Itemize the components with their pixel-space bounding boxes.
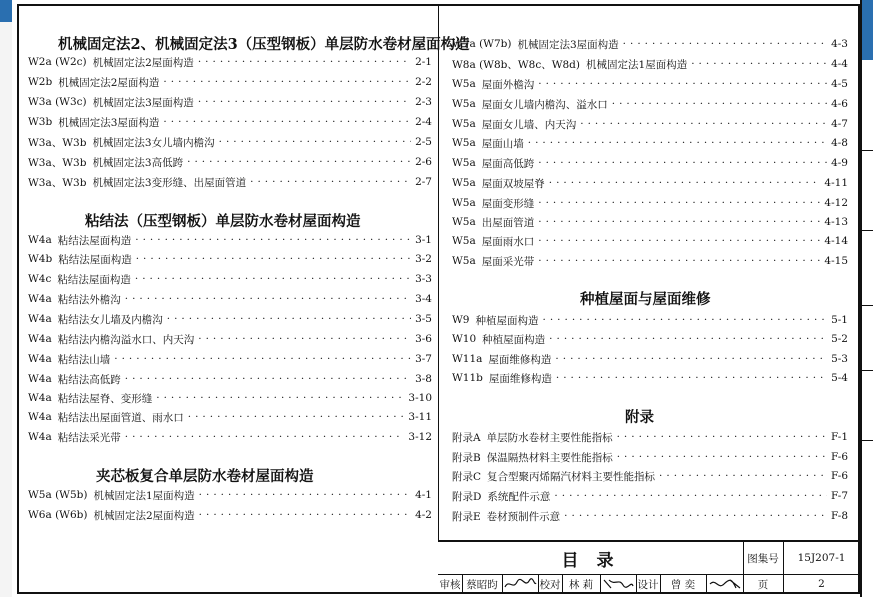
- entry-title: 系统配件示意: [487, 490, 551, 503]
- designer-name: 曾 奕: [670, 578, 696, 591]
- section-heading: 粘结法（压型钢板）单层防水卷材屋面构造: [85, 213, 361, 230]
- leader-dots: [554, 490, 827, 502]
- leader-dots: [556, 372, 827, 384]
- entry-title: 保温隔热材料主要性能指标: [486, 451, 613, 464]
- entry-title: 屋面双坡屋脊: [481, 177, 545, 190]
- entry-title: 屋面维修构造: [488, 353, 552, 366]
- toc-entry[interactable]: [28, 93, 432, 111]
- reviewer-name: 蔡昭昀: [466, 578, 498, 591]
- leader-dots: [659, 470, 827, 482]
- entry-code: W4a: [28, 353, 52, 365]
- entry-code: W11b: [452, 372, 483, 384]
- signature-mark: [601, 576, 635, 592]
- entry-code: W3a (W3c): [28, 96, 87, 108]
- entry-page: 3-12: [408, 431, 432, 443]
- toc-entry[interactable]: [28, 428, 432, 446]
- toc-entry[interactable]: [452, 369, 848, 387]
- signature-mark: [708, 576, 742, 592]
- toc-entry[interactable]: [28, 506, 432, 524]
- entry-code: W4b: [28, 253, 53, 265]
- entry-title: 机械固定法3变形缝、出屋面管道: [92, 176, 247, 189]
- page-label: 页: [757, 578, 769, 591]
- entry-title: 单层防水卷材主要性能指标: [486, 431, 613, 444]
- leader-dots: [538, 235, 820, 247]
- entry-page: 5-1: [831, 314, 848, 326]
- entry-code: 附录D: [452, 490, 482, 503]
- right-index-strip: [860, 0, 873, 597]
- atlas-no-label: 图集号: [747, 552, 779, 565]
- toc-entry[interactable]: [452, 350, 848, 368]
- entry-title: 屋面女儿墙内檐沟、溢水口: [481, 98, 608, 111]
- leader-dots: [199, 489, 411, 501]
- entry-title: 机械固定法1屋面构造: [586, 58, 688, 71]
- entry-code: W10: [452, 333, 477, 345]
- toc-entry[interactable]: [452, 252, 848, 270]
- leader-dots: [528, 137, 827, 149]
- entry-page: 2-1: [415, 56, 432, 68]
- entry-title: 粘结法屋面构造: [57, 234, 132, 247]
- entry-title: 机械固定法3屋面构造: [517, 38, 619, 51]
- entry-code: W2a (W2c): [28, 56, 87, 68]
- entry-title: 屋面采光带: [481, 255, 535, 268]
- entry-code: W5a: [452, 177, 476, 189]
- entry-title: 屋面外檐沟: [481, 78, 535, 91]
- entry-title: 种植屋面构造: [475, 314, 539, 327]
- leader-dots: [135, 234, 411, 246]
- entry-page: F-1: [830, 431, 848, 443]
- entry-page: 4-7: [831, 118, 848, 130]
- entry-page: 5-4: [831, 372, 848, 384]
- checker-name: 林 莉: [568, 578, 594, 591]
- leader-dots: [199, 509, 411, 521]
- entry-code: W5a: [452, 197, 476, 209]
- entry-page: 4-2: [415, 509, 432, 521]
- entry-page: 4-12: [824, 197, 848, 209]
- entry-title: 机械固定法1屋面构造: [93, 489, 195, 502]
- drawing-title: 目 录: [561, 550, 620, 571]
- entry-page: 2-5: [415, 136, 432, 148]
- entry-title: 机械固定法2屋面构造: [93, 509, 195, 522]
- toc-entry[interactable]: [452, 232, 848, 250]
- entry-page: 3-6: [415, 333, 432, 345]
- entry-page: F-6: [830, 470, 848, 482]
- toc-entry[interactable]: [452, 467, 848, 485]
- section-heading: 种植屋面与屋面维修: [580, 291, 711, 308]
- toc-entry[interactable]: [28, 330, 432, 348]
- leader-dots: [564, 510, 827, 522]
- entry-page: 2-7: [415, 176, 432, 188]
- entry-page: 4-3: [831, 38, 848, 50]
- entry-code: 附录C: [452, 470, 482, 483]
- right-index-separator: [862, 230, 873, 231]
- toc-entry[interactable]: [28, 133, 432, 151]
- entry-code: W5a: [452, 98, 476, 110]
- entry-page: 3-3: [415, 273, 432, 285]
- toc-entry[interactable]: [28, 250, 432, 268]
- toc-entry[interactable]: [452, 174, 848, 192]
- toc-entry[interactable]: [452, 134, 848, 152]
- entry-title: 出屋面管道: [481, 216, 535, 229]
- toc-entry[interactable]: [28, 73, 432, 91]
- right-index-separator: [862, 370, 873, 371]
- leader-dots: [114, 353, 411, 365]
- entry-code: W5a: [452, 137, 476, 149]
- entry-title: 粘结法内檐沟溢水口、内天沟: [57, 333, 195, 346]
- right-index-separator: [862, 305, 873, 306]
- page-number: 2: [818, 578, 825, 590]
- entry-title: 粘结法山墙: [57, 353, 111, 366]
- entry-code: W3a、W3b: [28, 136, 87, 149]
- leader-dots: [538, 78, 827, 90]
- right-index-tab: [862, 0, 873, 60]
- toc-entry[interactable]: [28, 370, 432, 388]
- entry-code: W4a: [28, 431, 52, 443]
- entry-page: F-6: [830, 451, 848, 463]
- leader-dots: [538, 255, 820, 267]
- entry-code: W4a: [28, 333, 52, 345]
- checker-signature: [600, 574, 636, 594]
- entry-title: 屋面高低跨: [481, 157, 535, 170]
- toc-entry[interactable]: [28, 310, 432, 328]
- toc-entry[interactable]: [452, 154, 848, 172]
- entry-title: 机械固定法3高低跨: [92, 156, 184, 169]
- toc-entry[interactable]: [452, 428, 848, 446]
- entry-page: 2-3: [415, 96, 432, 108]
- leader-dots: [125, 373, 411, 385]
- entry-code: W9: [452, 314, 470, 326]
- entry-page: 4-8: [831, 137, 848, 149]
- entry-page: 4-13: [824, 216, 848, 228]
- signature-mark: [503, 576, 537, 592]
- toc-entry[interactable]: [452, 330, 848, 348]
- leader-dots: [125, 293, 411, 305]
- entry-title: 机械固定法3女儿墙内檐沟: [92, 136, 215, 149]
- entry-code: W4a: [28, 411, 52, 423]
- leader-dots: [136, 253, 411, 265]
- entry-code: W5a: [452, 78, 476, 90]
- leader-dots: [135, 273, 411, 285]
- entry-code: W2b: [28, 76, 53, 88]
- toc-entry[interactable]: [452, 194, 848, 212]
- leader-dots: [691, 58, 827, 70]
- toc-entry[interactable]: [28, 173, 432, 191]
- entry-title: 机械固定法2屋面构造: [58, 76, 160, 89]
- entry-page: 3-4: [415, 293, 432, 305]
- entry-code: W5a: [452, 235, 476, 247]
- entry-page: 3-11: [408, 411, 432, 423]
- entry-code: W7a (W7b): [452, 38, 512, 50]
- entry-code: W3a、W3b: [28, 176, 87, 189]
- reviewer-signature: [502, 574, 538, 594]
- entry-code: W11a: [452, 353, 483, 365]
- entry-page: 3-1: [415, 234, 432, 246]
- leader-dots: [617, 431, 827, 443]
- entry-page: 4-1: [415, 489, 432, 501]
- leader-dots: [538, 157, 827, 169]
- entry-title: 粘结法外檐沟: [57, 293, 121, 306]
- entry-code: W3b: [28, 116, 53, 128]
- toc-entry[interactable]: [28, 408, 432, 426]
- entry-title: 粘结法高低跨: [57, 373, 121, 386]
- entry-title: 复合型聚丙烯隔汽材料主要性能指标: [487, 470, 656, 483]
- entry-page: 4-14: [824, 235, 848, 247]
- left-index-strip: [0, 0, 12, 597]
- entry-title: 粘结法屋脊、变形缝: [57, 392, 153, 405]
- toc-entry[interactable]: [28, 290, 432, 308]
- entry-page: 4-5: [831, 78, 848, 90]
- entry-code: W4a: [28, 392, 52, 404]
- leader-dots: [188, 411, 405, 423]
- entry-title: 种植屋面构造: [482, 333, 546, 346]
- leader-dots: [580, 118, 827, 130]
- section-heading: 附录: [625, 409, 654, 426]
- leader-dots: [198, 96, 411, 108]
- column-divider: [438, 4, 439, 540]
- leader-dots: [555, 353, 827, 365]
- leader-dots: [219, 136, 411, 148]
- entry-page: 5-3: [831, 353, 848, 365]
- entry-title: 屋面山墙: [481, 137, 524, 150]
- entry-title: 机械固定法3屋面构造: [92, 96, 194, 109]
- toc-entry[interactable]: [452, 55, 848, 73]
- entry-title: 机械固定法3屋面构造: [58, 116, 160, 129]
- leader-dots: [250, 176, 411, 188]
- atlas-no: 15J207-1: [797, 552, 846, 564]
- toc-entry[interactable]: [28, 153, 432, 171]
- toc-entry[interactable]: [28, 53, 432, 71]
- toc-entry[interactable]: [452, 487, 848, 505]
- entry-code: 附录B: [452, 451, 481, 464]
- entry-title: 粘结法屋面构造: [57, 273, 131, 286]
- entry-code: W5a: [452, 216, 476, 228]
- design-label: 设计: [637, 578, 659, 591]
- left-index-tab: [0, 0, 12, 22]
- leader-dots: [549, 333, 827, 345]
- entry-title: 卷材预制件示意: [486, 510, 561, 523]
- entry-page: 4-15: [824, 255, 848, 267]
- entry-code: W4a: [28, 234, 52, 246]
- entry-code: W5a: [452, 255, 476, 267]
- toc-entry[interactable]: [452, 75, 848, 93]
- entry-page: 2-2: [415, 76, 432, 88]
- toc-entry[interactable]: [28, 270, 432, 288]
- entry-title: 粘结法采光带: [57, 431, 121, 444]
- entry-page: 4-4: [831, 58, 848, 70]
- toc-entry[interactable]: [28, 113, 432, 131]
- leader-dots: [623, 38, 827, 50]
- entry-code: W4c: [28, 273, 52, 285]
- leader-dots: [187, 156, 411, 168]
- toc-entry[interactable]: [452, 213, 848, 231]
- entry-page: 2-6: [415, 156, 432, 168]
- entry-title: 粘结法女儿墙及内檐沟: [57, 313, 163, 326]
- review-label: 审核: [439, 578, 461, 591]
- entry-code: 附录A: [452, 431, 481, 444]
- entry-page: F-7: [830, 490, 848, 502]
- toc-entry[interactable]: [28, 486, 432, 504]
- entry-page: 3-8: [415, 373, 432, 385]
- toc-entry[interactable]: [28, 389, 432, 407]
- entry-page: 3-5: [415, 313, 432, 325]
- entry-title: 屋面变形缝: [481, 197, 535, 210]
- entry-title: 粘结法出屋面管道、雨水口: [57, 411, 184, 424]
- entry-code: W6a (W6b): [28, 509, 88, 521]
- leader-dots: [617, 451, 827, 463]
- entry-page: 3-10: [408, 392, 432, 404]
- section-heading: 机械固定法2、机械固定法3（压型钢板）单层防水卷材屋面构造: [58, 36, 470, 53]
- entry-title: 机械固定法2屋面构造: [92, 56, 194, 69]
- entry-code: W3a、W3b: [28, 156, 87, 169]
- entry-code: W4a: [28, 373, 52, 385]
- leader-dots: [125, 431, 405, 443]
- toc-entry[interactable]: [452, 95, 848, 113]
- leader-dots: [612, 98, 827, 110]
- toc-entry[interactable]: [452, 35, 848, 53]
- right-index-separator: [862, 440, 873, 441]
- toc-entry[interactable]: [28, 231, 432, 249]
- leader-dots: [538, 197, 820, 209]
- entry-code: 附录E: [452, 510, 481, 523]
- leader-dots: [156, 392, 404, 404]
- leader-dots: [163, 116, 411, 128]
- entry-page: 2-4: [415, 116, 432, 128]
- entry-code: W4a: [28, 293, 52, 305]
- entry-code: W5a (W5b): [28, 489, 88, 501]
- toc-entry[interactable]: [452, 311, 848, 329]
- leader-dots: [198, 56, 411, 68]
- leader-dots: [542, 314, 827, 326]
- check-label: 校对: [539, 578, 561, 591]
- toc-entry[interactable]: [452, 115, 848, 133]
- right-index-separator: [862, 150, 873, 151]
- entry-title: 粘结法屋面构造: [58, 253, 132, 266]
- entry-title: 屋面女儿墙、内天沟: [481, 118, 577, 131]
- leader-dots: [198, 333, 411, 345]
- leader-dots: [549, 177, 821, 189]
- entry-page: 3-2: [415, 253, 432, 265]
- toc-entry[interactable]: [28, 350, 432, 368]
- entry-code: W5a: [452, 118, 476, 130]
- title-block: [438, 540, 860, 594]
- entry-code: W8a (W8b、W8c、W8d): [452, 58, 581, 71]
- entry-page: 4-9: [831, 157, 848, 169]
- section-heading: 夹芯板复合单层防水卷材屋面构造: [96, 468, 314, 485]
- leader-dots: [538, 216, 820, 228]
- entry-code: W4a: [28, 313, 52, 325]
- entry-title: 屋面维修构造: [488, 372, 552, 385]
- entry-code: W5a: [452, 157, 476, 169]
- toc-entry[interactable]: [452, 507, 848, 525]
- leader-dots: [163, 76, 411, 88]
- toc-entry[interactable]: [452, 448, 848, 466]
- entry-title: 屋面雨水口: [481, 235, 535, 248]
- designer-signature: [706, 574, 743, 594]
- entry-page: 3-7: [415, 353, 432, 365]
- entry-page: F-8: [830, 510, 848, 522]
- entry-page: 4-6: [831, 98, 848, 110]
- entry-page: 4-11: [824, 177, 848, 189]
- entry-page: 5-2: [831, 333, 848, 345]
- leader-dots: [167, 313, 411, 325]
